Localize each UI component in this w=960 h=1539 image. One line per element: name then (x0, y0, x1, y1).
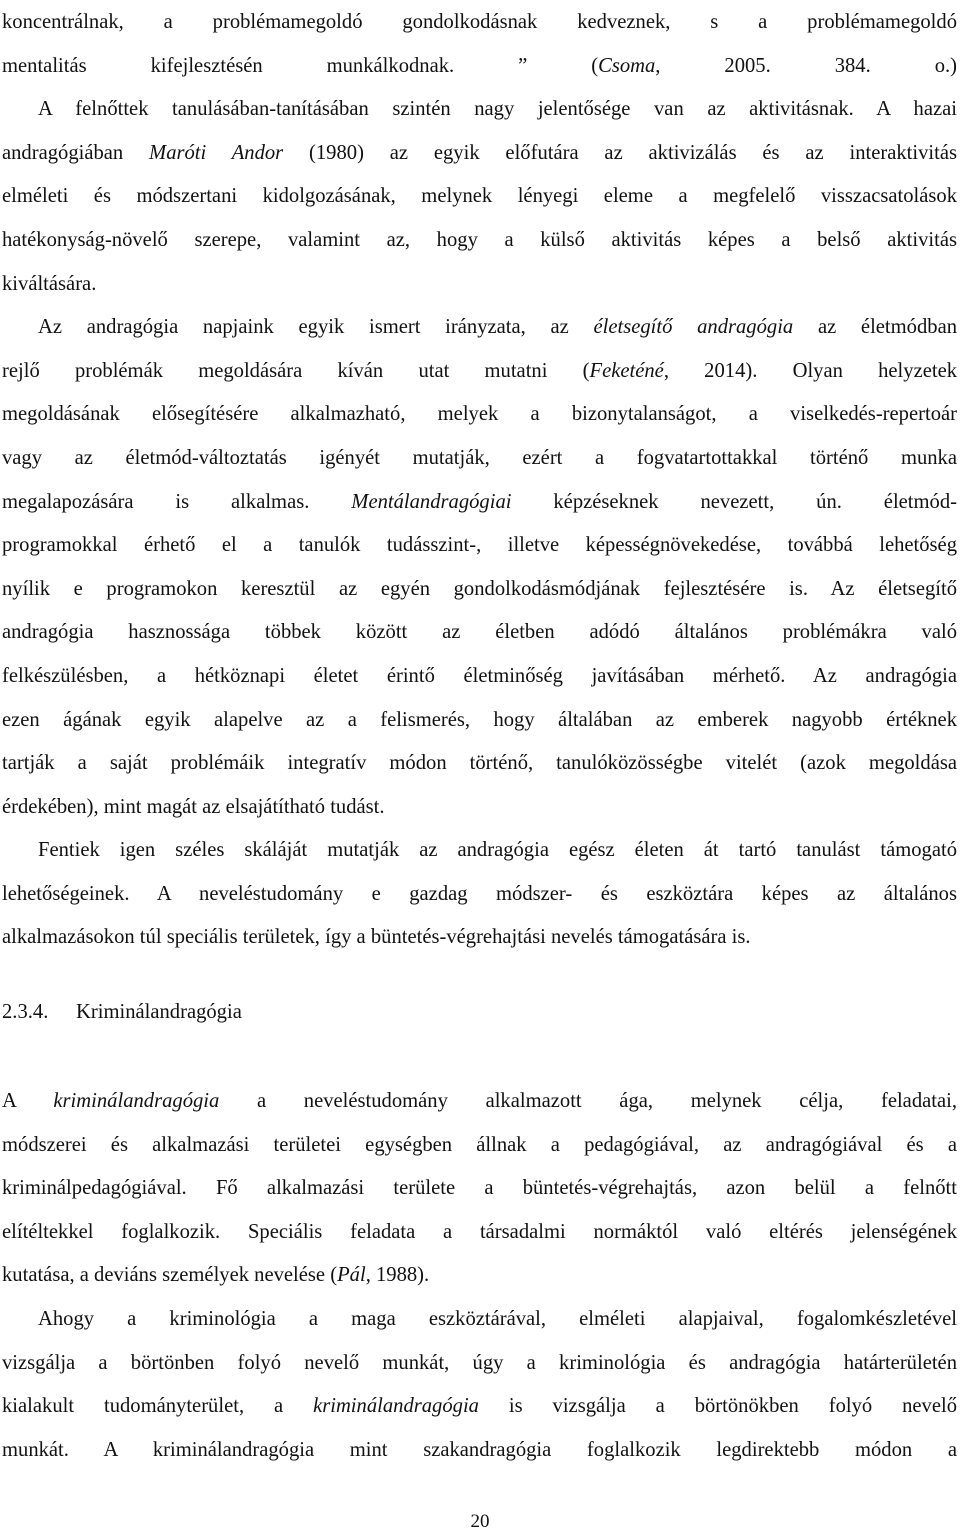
text-line: elítéltekkel foglalkozik. Speciális feladata a társadalmi normáktól való eltérés jelenségének (2, 1220, 957, 1243)
text-line: vagy az életmód-változtatás igényét mutatják, ezért a fogvatartottakkal történő munka (2, 446, 957, 469)
section-title: Kriminálandragógia (76, 1001, 242, 1023)
text-line: hatékonyság-növelő szerepe, valamint az, hogy a külső aktivitás képes a belső aktivitás (2, 228, 957, 251)
text-line: koncentrálnak, a problémamegoldó gondolkodásnak kedveznek, s a problémamegoldó (2, 11, 957, 33)
text-line: megoldásának elősegítésére alkalmazható, melyek a bizonytalanságot, a viselkedés-repertoár (2, 403, 957, 426)
text-line: A kriminálandragógia a neveléstudomány alkalmazott ága, melynek célja, feladatai, (2, 1090, 957, 1112)
text-line: ezen ágának egyik alapelve az a felismerés, hogy általában az emberek nagyobb értéknek (2, 708, 957, 731)
text-line: érdekében), mint magát az elsajátítható tudást. (2, 795, 385, 818)
text-line: andragógiában Maróti Andor (1980) az egyik előfutára az aktivizálás és az interaktivitás (2, 141, 957, 164)
emphasis-text: Maróti Andor (149, 141, 284, 164)
text-line: nyílik e programokon keresztül az egyén gondolkodásmódjának fejlesztésére is. Az életsegítő (2, 577, 957, 600)
emphasis-text: kriminálandragógia (313, 1395, 479, 1418)
text-line: andragógia hasznossága többek között az életben adódó általános problémákra való (2, 621, 957, 644)
text-line: alkalmazásokon túl speciális területek, így a büntetés-végrehajtási nevelés támogatására is. (2, 926, 751, 949)
text-line: tartják a saját problémáik integratív módon történő, tanulóközösségbe vitelét (azok megoldása (2, 752, 957, 775)
text-line: programokkal érhető el a tanulók tudásszint-, illetve képességnövekedése, továbbá lehetőség (2, 534, 957, 557)
text-line: módszerei és alkalmazási területei egységben állnak a pedagógiával, az andragógiával és a (2, 1133, 957, 1156)
text-line: kutatása, a deviáns személyek nevelése (Pál, 1988). (2, 1264, 430, 1287)
text-line: vizsgálja a börtönben folyó nevelő munkát, úgy a kriminológia és andragógia határterületén (2, 1351, 957, 1374)
page-number: 20 (470, 1511, 490, 1532)
text-line: megalapozására is alkalmas. Mentálandragógiai képzéseknek nevezett, ún. életmód- (2, 490, 957, 513)
text-line: A felnőttek tanulásában-tanításában szintén nagy jelentősége van az aktivitásnak. A hazai (38, 98, 957, 121)
text-line: kriminálpedagógiával. Fő alkalmazási területe a büntetés-végrehajtás, azon belül a felnőtt (2, 1177, 957, 1200)
emphasis-text: Pál (337, 1264, 366, 1287)
section-number: 2.3.4. (2, 1001, 49, 1023)
text-line: Az andragógia napjaink egyik ismert irányzata, az életsegítő andragógia az életmódban (38, 316, 957, 339)
emphasis-text: Feketéné (589, 359, 664, 382)
body-text-top (2, 1, 957, 960)
text-line: elméleti és módszertani kidolgozásának, melynek lényegi eleme a megfelelő visszacsatolások (2, 185, 957, 208)
text-line: lehetőségeinek. A neveléstudomány e gazdag módszer- és eszköztára képes az általános (2, 882, 957, 905)
body-text-bottom (2, 1080, 957, 1472)
emphasis-text: életsegítő andragógia (593, 316, 794, 339)
text-line: munkát. A kriminálandragógia mint szakandragógia foglalkozik legdirektebb módon a (2, 1438, 957, 1461)
text-line: felkészülésben, a hétköznapi életet érintő életminőség javításában mérhető. Az andragógia (2, 664, 957, 687)
text-line: rejlő problémák megoldására kíván utat mutatni (Feketéné, 2014). Olyan helyzetek (2, 359, 957, 382)
section-heading (2, 991, 957, 1035)
text-line: Ahogy a kriminológia a maga eszköztárával, elméleti alapjaival, fogalomkészletével (38, 1307, 957, 1330)
emphasis-text: Mentálandragógiai (351, 490, 512, 513)
emphasis-text: kriminálandragógia (53, 1090, 220, 1112)
text-line: mentalitás kifejlesztésén munkálkodnak. ” (Csoma, 2005. 384. o.) (2, 54, 957, 77)
text-line: kiváltására. (2, 272, 97, 295)
text-line: kialakult tudományterület, a kriminálandragógia is vizsgálja a börtönökben folyó nevelő (2, 1395, 957, 1418)
text-line: Fentiek igen széles skáláját mutatják az andragógia egész életen át tartó tanulást támogató (38, 839, 957, 862)
emphasis-text: Csoma (598, 54, 656, 77)
